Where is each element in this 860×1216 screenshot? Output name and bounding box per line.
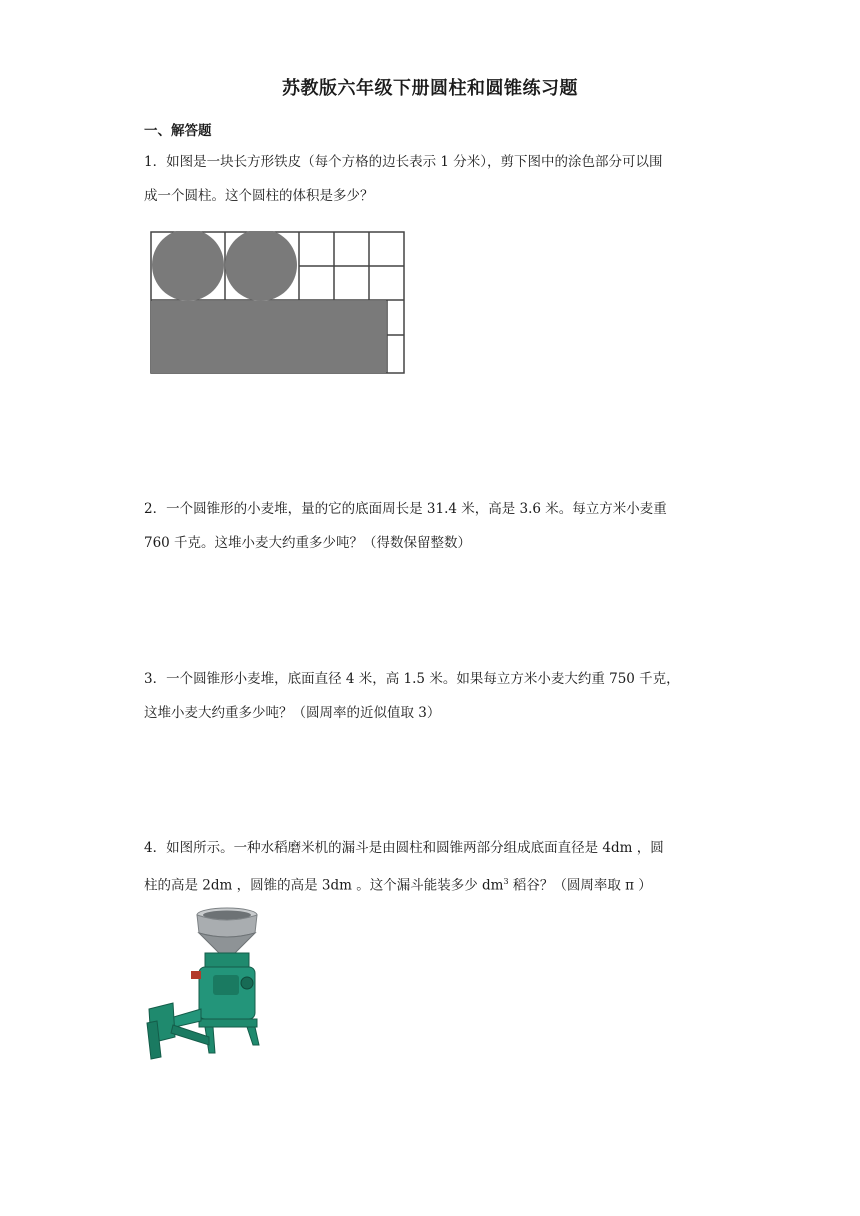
question-4-line-2: 柱的高是 2dm ，圆锥的高是 3dm 。这个漏斗能装多少 $dm^3$ 稻谷？（圆周率取 π ） — [144, 877, 652, 894]
page-title: 苏教版六年级下册圆柱和圆锥练习题 — [282, 78, 578, 99]
question-2-line-2: 760 千克。这堆小麦大约重多少吨？（得数保留整数） — [144, 535, 472, 551]
question-1-line-2: 成一个圆柱。这个圆柱的体积是多少？ — [144, 188, 374, 204]
question-number: 3． — [144, 671, 167, 687]
rice-milling-machine-icon — [143, 905, 271, 1065]
question-4 — [144, 831, 716, 903]
question-1-line-1: 1．如图是一块长方形铁皮（每个方格的边长表示 1 分米），剪下图中的涂色部分可以围 — [144, 154, 663, 170]
question-number: 2． — [144, 501, 167, 517]
section-heading: 一、解答题 — [144, 123, 212, 139]
shaded-rectangle — [151, 301, 386, 373]
question-3 — [144, 662, 716, 730]
question-1 — [144, 145, 716, 213]
superscript-cube: 3 — [503, 877, 509, 886]
question-4-line-1: 4．如图所示。一种水稻磨米机的漏斗是由圆柱和圆锥两部分组成底面直径是 4dm ，圆 — [144, 840, 664, 856]
question-number: 4． — [144, 840, 167, 856]
question-number: 1． — [144, 154, 167, 170]
iron-sheet-grid-figure — [150, 231, 406, 375]
question-2 — [144, 492, 716, 560]
shaded-circle-right — [225, 231, 297, 301]
shaded-circle-left — [152, 231, 224, 301]
question-3-line-2: 这堆小麦大约重多少吨？（圆周率的近似值取 3） — [144, 705, 441, 721]
question-3-line-1: 3．一个圆锥形小麦堆，底面直径 4 米，高 1.5 米。如果每立方米小麦大约重 750 千克， — [144, 671, 680, 687]
question-2-line-1: 2．一个圆锥形的小麦堆，量的它的底面周长是 31.4 米，高是 3.6 米。每立方米小麦重 — [144, 501, 667, 517]
